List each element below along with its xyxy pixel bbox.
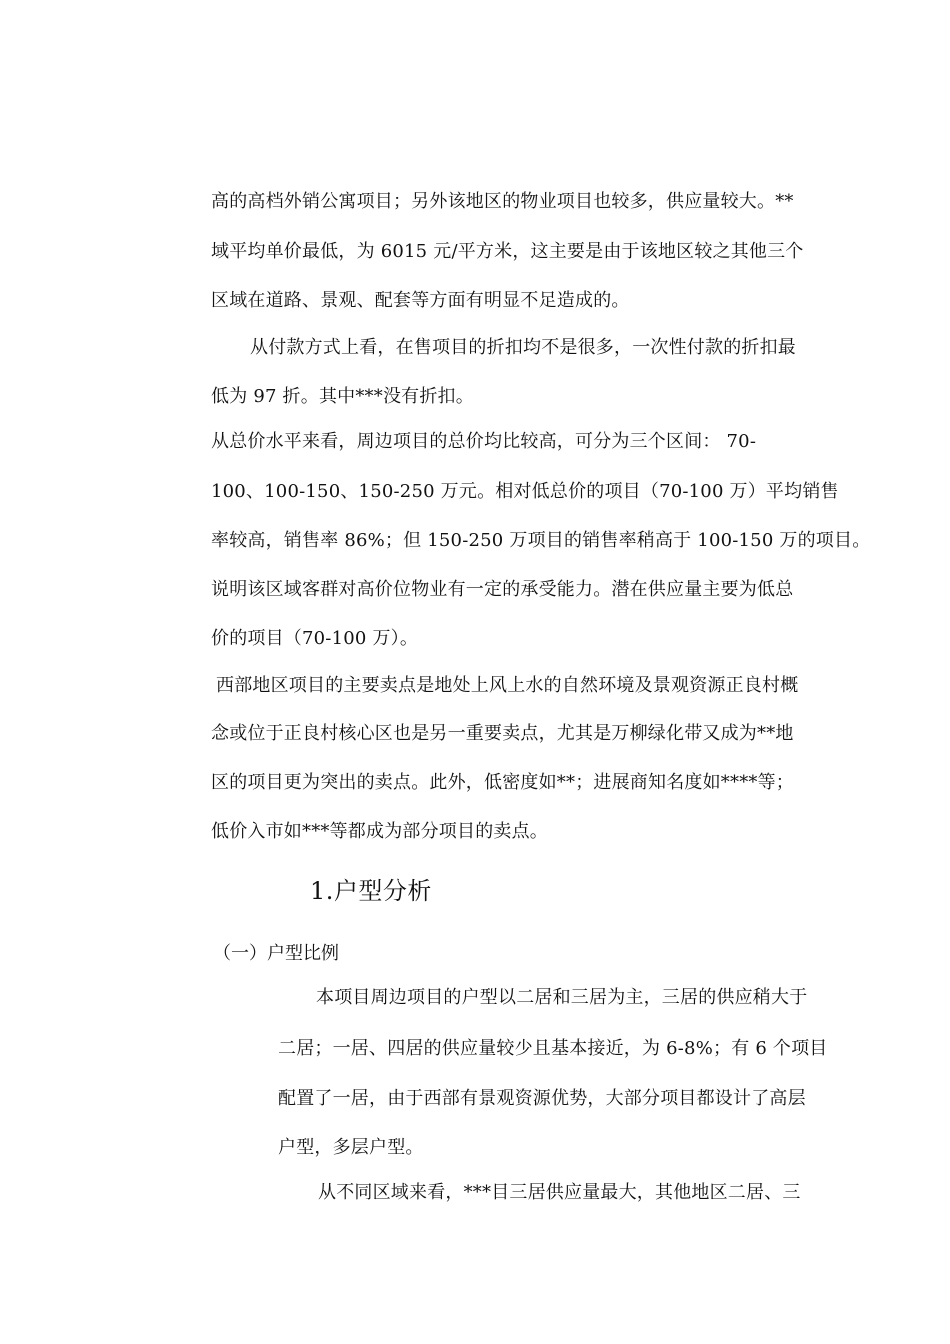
paragraph-line: 低为 97 折。其中***没有折扣。 (211, 386, 474, 407)
paragraph-line: 低价入市如***等都成为部分项目的卖点。 (211, 821, 548, 842)
paragraph-line: 从总价水平来看，周边项目的总价均比较高，可分为三个区间： 70- (211, 431, 757, 452)
paragraph-line: 户型，多层户型。 (278, 1137, 424, 1158)
paragraph-line: 区的项目更为突出的卖点。此外，低密度如**；进展商知名度如****等； (211, 772, 794, 793)
paragraph-line: 念或位于正良村核心区也是另一重要卖点，尤其是万柳绿化带又成为**地 (211, 723, 794, 744)
paragraph-line: 100、100-150、150-250 万元。相对低总价的项目（70-100 万）平均销售 (211, 481, 839, 502)
paragraph-line: 西部地区项目的主要卖点是地处上风上水的自然环境及景观资源正良村概 (216, 675, 799, 696)
section-heading: 1.户型分析 (310, 877, 432, 905)
paragraph-line: 配置了一居，由于西部有景观资源优势，大部分项目都设计了高层 (278, 1088, 806, 1109)
paragraph-line: 本项目周边项目的户型以二居和三居为主，三居的供应稍大于 (316, 987, 808, 1008)
paragraph-line: 从不同区域来看，***目三居供应量最大，其他地区二居、三 (318, 1182, 801, 1203)
paragraph-line: 高的高档外销公寓项目；另外该地区的物业项目也较多，供应量较大。** (211, 191, 794, 212)
subsection-heading: （一）户型比例 (213, 943, 339, 964)
paragraph-line: 价的项目（70-100 万）。 (211, 628, 419, 649)
paragraph-line: 率较高，销售率 86%；但 150-250 万项目的销售率稍高于 100-150 万的项目。 (211, 530, 871, 551)
paragraph-line: 说明该区域客群对高价位物业有一定的承受能力。潜在供应量主要为低总 (211, 579, 794, 600)
paragraph-line: 区域在道路、景观、配套等方面有明显不足造成的。 (211, 290, 630, 311)
paragraph-line: 二居；一居、四居的供应量较少且基本接近，为 6-8%；有 6 个项目 (278, 1038, 828, 1059)
paragraph-line: 从付款方式上看，在售项目的折扣均不是很多，一次性付款的折扣最 (250, 337, 796, 358)
paragraph-line: 域平均单价最低，为 6015 元/平方米，这主要是由于该地区较之其他三个 (211, 241, 804, 262)
